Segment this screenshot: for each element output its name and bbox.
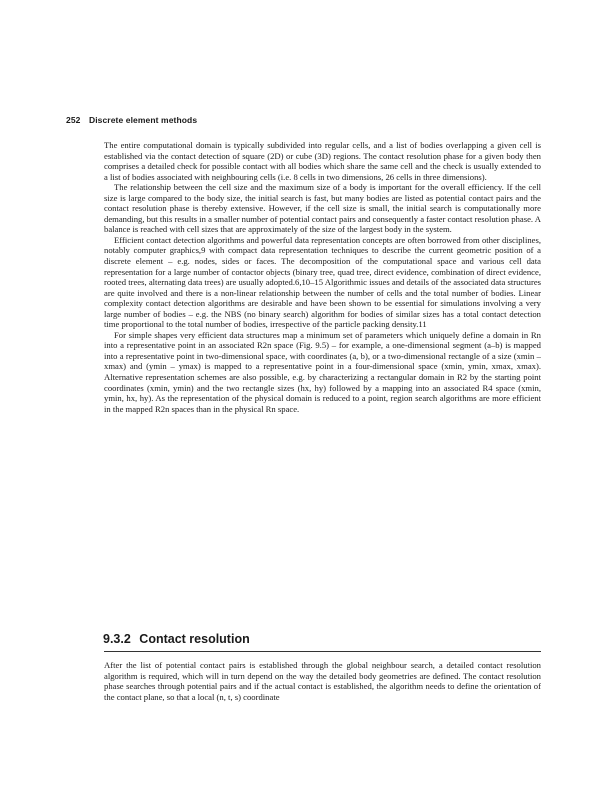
- paragraph-1: The entire computational domain is typically subdivided into regular cells, and a list of bodies overlapping a given cell is established via the contact detection of square (2D) or cube (3D) regions. The contact resolution phase for a given body then comprises a detailed check for possible contact with all bodies which share the same cell and the check is usually extended to a list of bodies associated with neighbouring cells (i.e. 8 cells in two dimensions, 26 cells in three dimensions).: [104, 140, 541, 182]
- body-text: [104, 140, 541, 414]
- section-title: Contact resolution: [139, 632, 250, 646]
- section-rule: [104, 651, 541, 652]
- paragraph-2: The relationship between the cell size and the maximum size of a body is important for the overall efficiency. If the cell size is large compared to the body size, the initial search is fast, but many bodies are listed as potential contact pairs and the contact resolution phase is thereby extensive. However, if the cell size is small, the initial search is computationally more demanding, but this results in a smaller number of potential contact pairs and consequently a faster contact resolution phase. A balance is reached with cell sizes that are approximately of the size of the largest body in the system.: [104, 182, 541, 235]
- running-title: Discrete element methods: [88, 115, 198, 125]
- section-heading: [103, 632, 250, 646]
- page-number: 252: [66, 115, 81, 125]
- paragraph-4: For simple shapes very efficient data structures map a minimum set of parameters which uniquely define a domain in Rn into a representative point in an associated R2n space (Fig. 9.5) – for example, a one-dimensional segment (a–b) is mapped into a representative point in two-dimensional space, with coordinates (a, b), or a two-dimensional rectangle of a size (xmin – xmax) and (ymin – ymax) is mapped to a representative point in a four-dimensional space (xmin, ymin, xmax, xmax). Alternative representation schemes are also possible, e.g. by characterizing a rectangular domain in R2 by the starting point coordinates (xmin, ymin) and the two rectangle sizes (hx, hy) followed by a mapping into an associated R4 space (xmin, ymin, hx, hy). As the representation of the physical domain is reduced to a point, region search algorithms are more efficient in the mapped R2n spaces than in the physical Rn space.: [104, 329, 541, 414]
- section-paragraph: After the list of potential contact pairs is established through the global neighbour search, a detailed contact resolution algorithm is required, which will in turn depend on the way the detailed body geometries are defined. The contact resolution phase searches through potential pairs and if the actual contact is established, the algorithm needs to define the orientation of the contact plane, so that a local (n, t, s) coordinate: [104, 660, 541, 702]
- section-text: [104, 660, 541, 702]
- paragraph-3: Efficient contact detection algorithms and powerful data representation concepts are often borrowed from other disciplines, notably computer graphics,9 with compact data representation techniques to describe the current geometric position of a discrete element – e.g. nodes, sides or faces. The decomposition of the computational space and various cell data representation for a large number of contactor objects (binary tree, quad tree, direct evidence, combination of direct evidence, rooted trees, alternating data trees) are usually adopted.6,10–15 Algorithmic issues and details of the associated data structures are quite involved and there is a non-linear relationship between the number of cells and the total number of bodies. Linear complexity contact detection algorithms are desirable and have been shown to be essential for simulations involving a very large number of bodies – e.g. the NBS (no binary search) algorithm for bodies of similar sizes has a total contact detection time proportional to the total number of bodies, irrespective of the particle packing density.11: [104, 234, 541, 330]
- running-head: [66, 115, 197, 125]
- section-number: 9.3.2: [103, 632, 131, 646]
